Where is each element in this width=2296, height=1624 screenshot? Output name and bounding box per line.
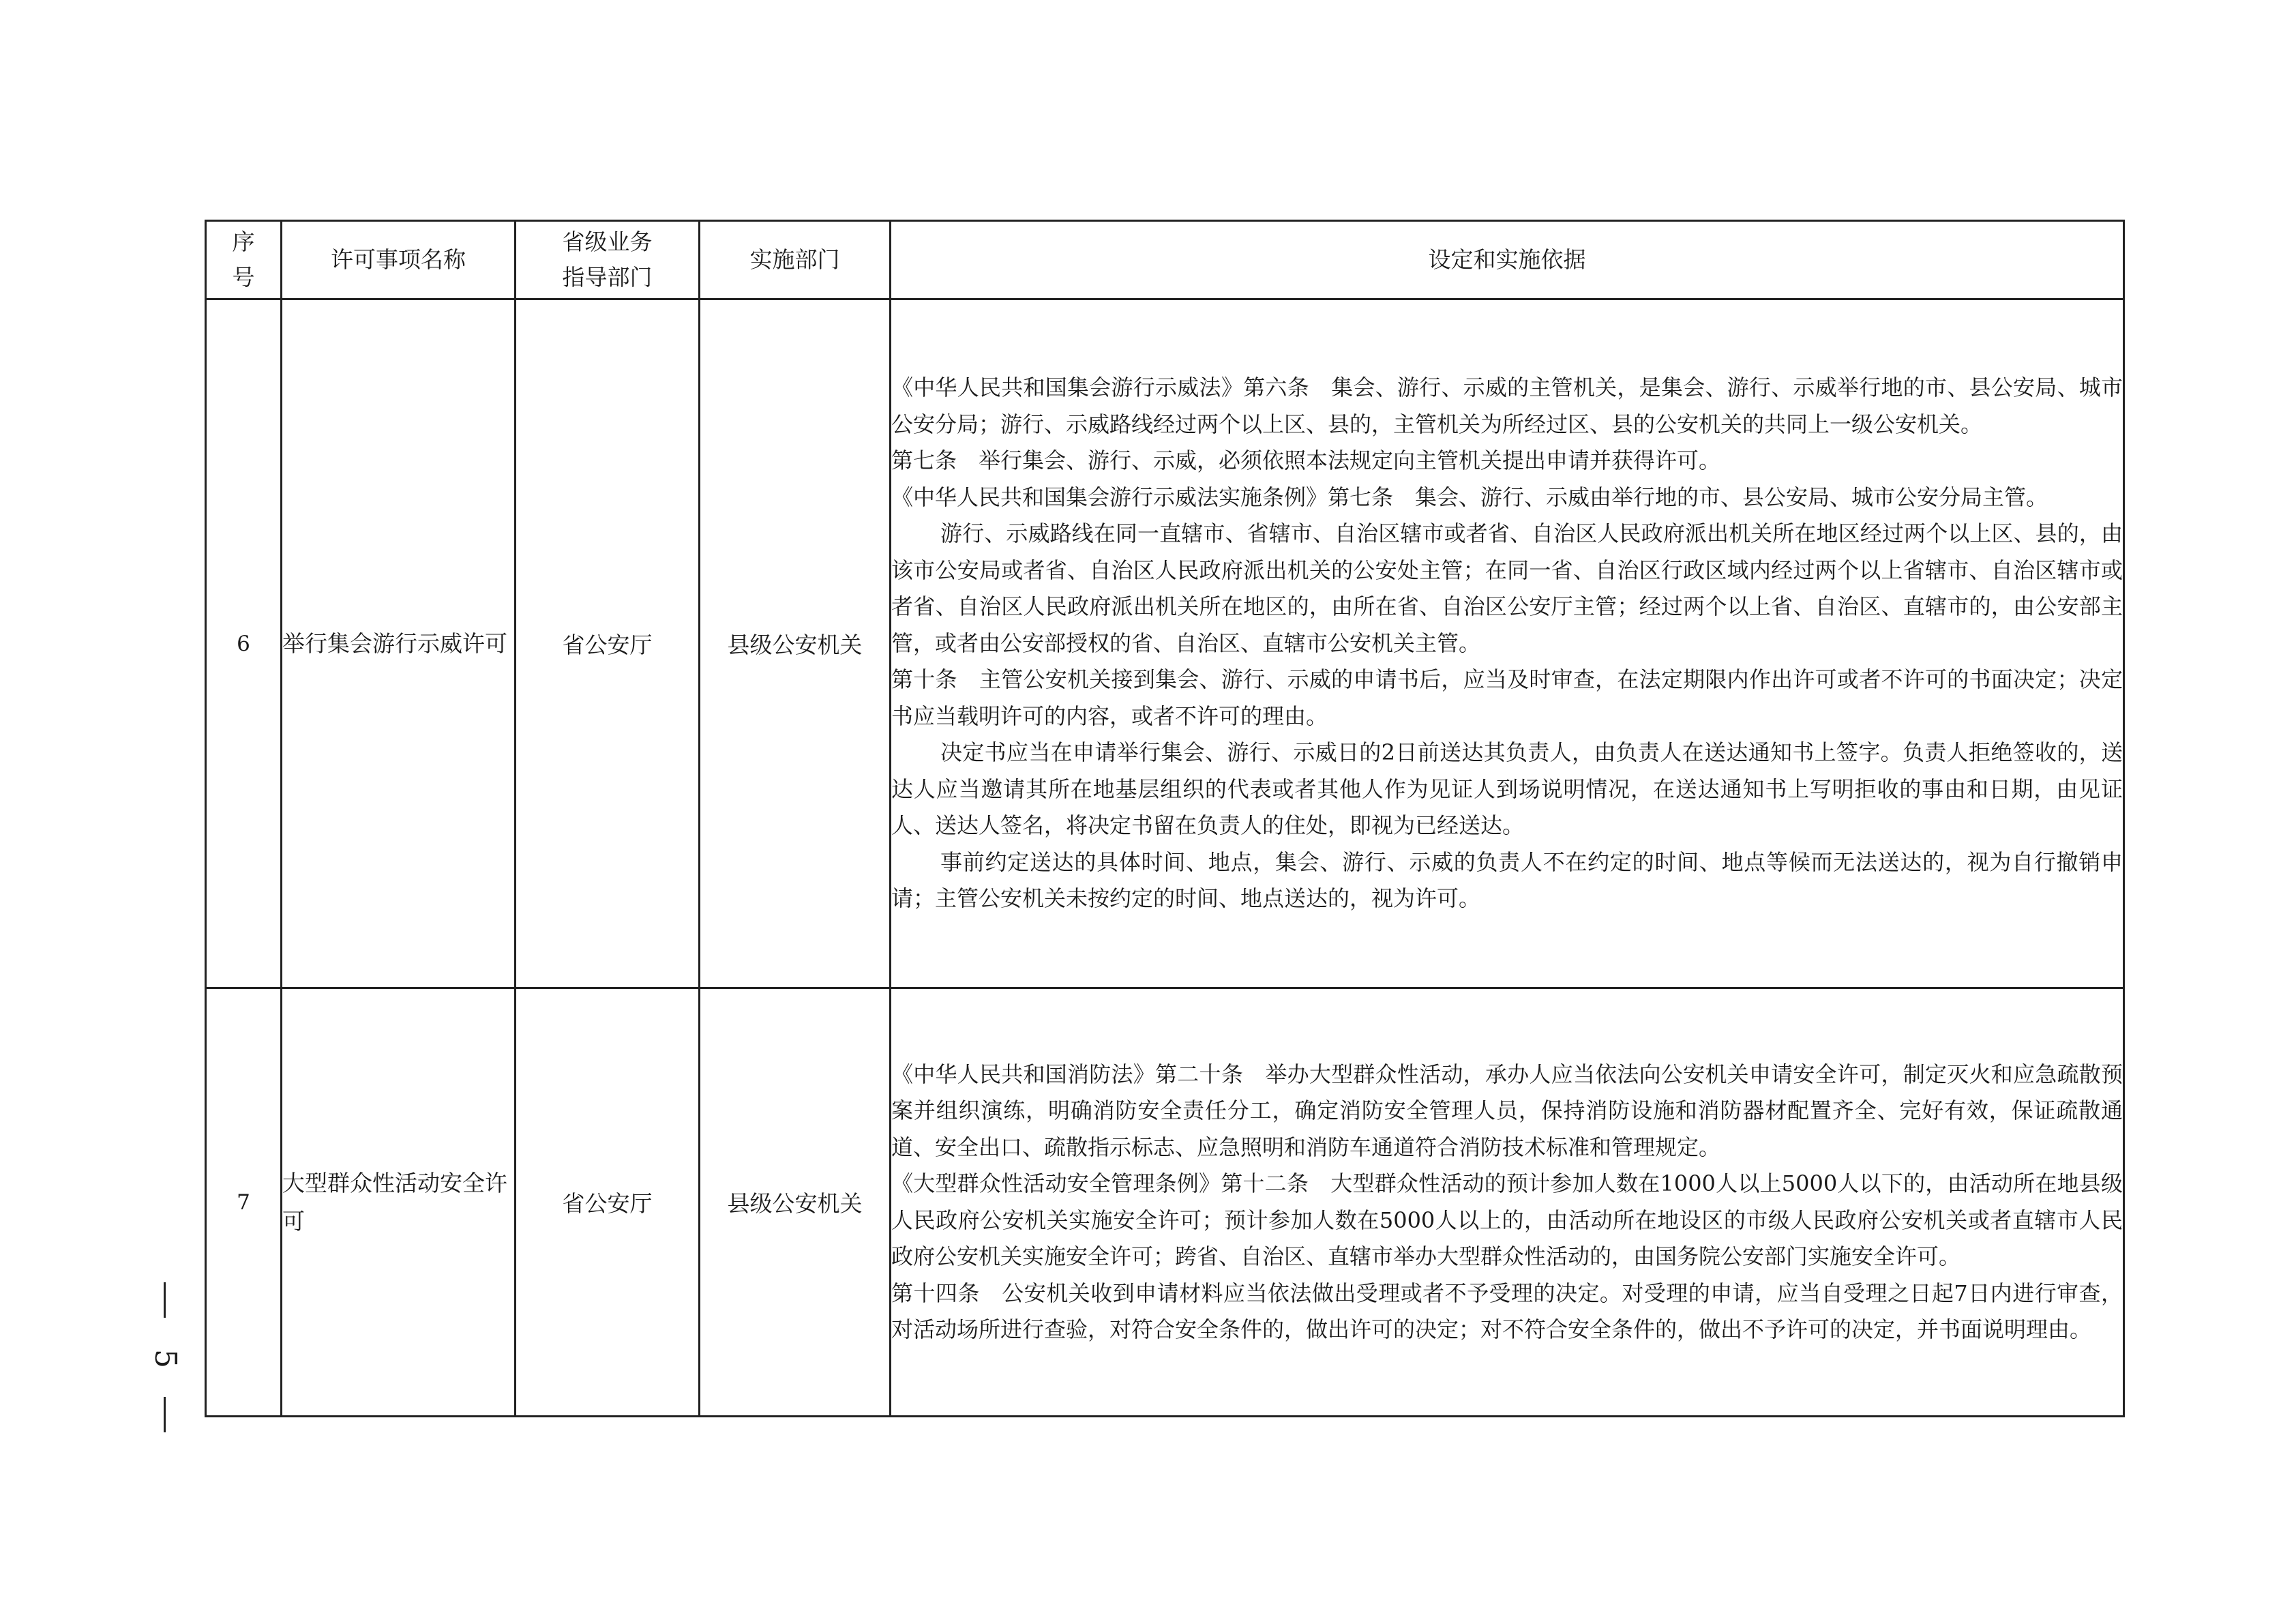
basis-paragraph: 事前约定送达的具体时间、地点，集会、游行、示威的负责人不在约定的时间、地点等候而无法送达的，视为自行撤销申请；主管公安机关未按约定的时间、地点送达的，视为许可。 — [891, 848, 2123, 912]
row-seq: 6 — [206, 299, 282, 988]
table-row — [206, 988, 2124, 1417]
table-header-row — [206, 221, 2124, 299]
header-name: 许可事项名称 — [282, 221, 516, 299]
header-seq-text: 序 号 — [232, 228, 255, 291]
basis-paragraph: 《中华人民共和国集会游行示威法实施条例》第七条 集会、游行、示威由举行地的市、县公安局、城市公安分局主管。 — [891, 484, 2048, 510]
permit-table — [205, 220, 2125, 1417]
basis-paragraph: 第七条 举行集会、游行、示威，必须依照本法规定向主管机关提出申请并获得许可。 — [891, 447, 1721, 474]
row-guide-dept: 省公安厅 — [516, 988, 700, 1417]
header-guide-text: 省级业务 指导部门 — [562, 228, 653, 291]
row-guide-dept: 省公安厅 — [516, 299, 700, 988]
row-impl-dept: 县级公安机关 — [700, 299, 891, 988]
page-number-text: 5 — [148, 1349, 183, 1368]
basis-paragraph: 《中华人民共和国消防法》第二十条 举办大型群众性活动，承办人应当依法向公安机关申请安全许可，制定灭火和应急疏散预案并组织演练，明确消防安全责任分工，确定消防安全管理人员，保持消防设施和消防器材配置齐全、完好有效，保证疏散通道、安全出口、疏散指示标志、应急照明和消防车通道符合消防技术标准和管理规定。 — [891, 1061, 2123, 1160]
basis-paragraph: 第十条 主管公安机关接到集会、游行、示威的申请书后，应当及时审查，在法定期限内作出许可或者不许可的书面决定；决定书应当载明许可的内容，或者不许可的理由。 — [891, 666, 2123, 729]
row-impl-dept: 县级公安机关 — [700, 988, 891, 1417]
row-legal-basis — [891, 299, 2124, 988]
basis-paragraph: 第十四条 公安机关收到申请材料应当依法做出受理或者不予受理的决定。对受理的申请，应当自受理之日起7日内进行审查，对活动场所进行查验，对符合安全条件的，做出许可的决定；对不符合安全条件的，做出不予许可的决定，并书面说明理由。 — [891, 1280, 2123, 1342]
header-seq — [206, 221, 282, 299]
row-permit-name: 大型群众性活动安全许可 — [282, 988, 516, 1417]
basis-paragraph: 《大型群众性活动安全管理条例》第十二条 大型群众性活动的预计参加人数在1000人以上5000人以下的，由活动所在地县级人民政府公安机关实施安全许可；预计参加人数在5000人以上的，由活动所在地设区的市级人民政府公安机关或者直辖市人民政府公安机关实施安全许可；跨省、自治区、直辖市举办大型群众性活动的，由国务院公安部门实施安全许可。 — [891, 1170, 2123, 1269]
basis-paragraph: 游行、示威路线在同一直辖市、省辖市、自治区辖市或者省、自治区人民政府派出机关所在地区经过两个以上区、县的，由该市公安局或者省、自治区人民政府派出机关的公安处主管；在同一省、自治区行政区域内经过两个以上省辖市、自治区辖市或者省、自治区人民政府派出机关所在地区的，由所在省、自治区公安厅主管；经过两个以上省、自治区、直辖市的，由公安部主管，或者由公安部授权的省、自治区、直辖市公安机关主管。 — [891, 520, 2123, 656]
row-legal-basis — [891, 988, 2124, 1417]
page-number-dash — [164, 1397, 166, 1432]
table-row — [206, 299, 2124, 988]
row-seq: 7 — [206, 988, 282, 1417]
basis-paragraph: 《中华人民共和国集会游行示威法》第六条 集会、游行、示威的主管机关，是集会、游行、示威举行地的市、县公安局、城市公安分局；游行、示威路线经过两个以上区、县的，主管机关为所经过区、县的公安机关的共同上一级公安机关。 — [891, 374, 2123, 437]
header-guide — [516, 221, 700, 299]
basis-paragraph: 决定书应当在申请举行集会、游行、示威日的2日前送达其负责人，由负责人在送达通知书上签字。负责人拒绝签收的，送达人应当邀请其所在地基层组织的代表或者其他人作为见证人到场说明情况，在送达通知书上写明拒收的事由和日期，由见证人、送达人签名，将决定书留在负责人的住处，即视为已经送达。 — [891, 739, 2123, 839]
page-number-dash — [164, 1282, 166, 1318]
header-basis: 设定和实施依据 — [891, 221, 2124, 299]
row-permit-name: 举行集会游行示威许可 — [282, 299, 516, 988]
header-impl: 实施部门 — [700, 221, 891, 299]
page-number — [145, 1282, 185, 1432]
